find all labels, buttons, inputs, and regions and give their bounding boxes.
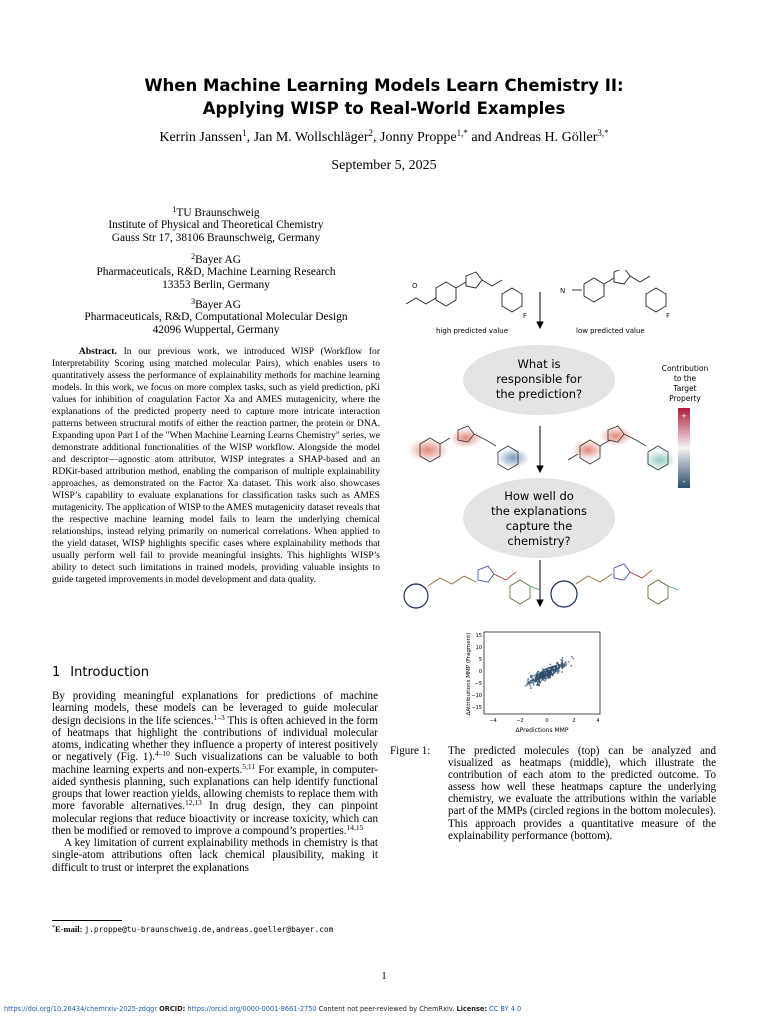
colorbar-title-3: Target [673, 384, 697, 393]
scatter-point [565, 661, 567, 663]
abstract-label: Abstract. [78, 346, 117, 357]
scatter-point [539, 682, 541, 684]
scatter-point [571, 656, 573, 658]
scatter-plot [466, 632, 600, 734]
scatter-ytick: −15 [471, 705, 482, 711]
attribution-molecule-left [404, 566, 540, 608]
label-low-predicted: low predicted value [576, 327, 645, 335]
scatter-xtick: 0 [545, 718, 549, 724]
scatter-point [556, 662, 558, 664]
attribution-molecule-right [551, 564, 678, 607]
heatmap-molecule-left [408, 426, 529, 470]
scatter-point [545, 671, 547, 673]
scatter-point [571, 665, 573, 667]
abstract-text: In our previous work, we introduced WISP (Workflow for Interpretability Scoring using matched molecular Pairs), which enables users to quantitatively assess the performance of explainability methods for machine learning models. In this work, we focus on more complex tasks, such as yield prediction, pKi values for inhibition of coagulation Factor Xa and AMES mutagenicity, where the explanations of the predicted property need to capture more intricate interaction patterns between structural motifs of either the reaction partner, the protein or DNA. Expanding upon Part I of the "When Machine Learning Learns Chemistry" series, we demonstrate additional functionalities of the WISP workflow. Alongside the model and descriptor—agnostic atom attributor, WISP integrates a SHAP-based and an RDKit-based attribution method, enabling the comparison of multiple explainability approaches, as demonstrated on the Factor Xa dataset. This work also showcases WISP’s capability to evaluate explanations for classification tasks such as AMES mutagenicity. The application of WISP to the AMES mutagenicity dataset reveals that the respective machine learning model fails to learn the underlying chemical relationships, instead relying primarily on numerical correlations. When applied to the yield dataset, WISP highlights specific cases where explainability methods that usually perform well fail to provide meaningful insights. This highlights WISP’s ability to detect such limitations in trained models, providing valuable insights to guide targeted improvements in model development and data quality. [52, 346, 380, 586]
scatter-point [568, 661, 570, 663]
scatter-point [537, 671, 539, 673]
scatter-point [550, 664, 552, 666]
heatmap-molecule-right [568, 426, 676, 470]
scatter-point [530, 687, 532, 689]
orcid-link[interactable]: https://orcid.org/0000-0001-8661-2750 [187, 1005, 317, 1013]
scatter-xtick: 2 [572, 718, 576, 724]
scatter-point [533, 680, 535, 682]
atom-label-f: F [523, 312, 528, 320]
scatter-point [539, 677, 541, 679]
scatter-point [546, 674, 548, 676]
scatter-point [548, 677, 550, 679]
scatter-point [535, 680, 537, 682]
scatter-point [547, 669, 549, 671]
scatter-xlabel: ΔPredictions MMP [515, 727, 569, 734]
scatter-ytick: −5 [474, 681, 482, 687]
scatter-point [561, 663, 563, 665]
scatter-point [562, 657, 564, 659]
scatter-point [545, 669, 547, 671]
scatter-ylabel: ΔAttributions MMP (Fragment) [466, 632, 472, 716]
colorbar-title-4: Property [669, 394, 701, 403]
affiliation-2: $^2$Bayer AG Pharmaceuticals, R&D, Machine Learning Research 13353 Berlin, Germany [96, 252, 336, 291]
scatter-point [533, 678, 535, 680]
title-line-2: Applying WISP to Real-World Examples [202, 99, 566, 118]
scatter-point [560, 659, 562, 661]
scatter-ytick: 15 [475, 633, 482, 639]
title-line-1: When Machine Learning Models Learn Chemistry II: [144, 76, 624, 95]
author-list [60, 130, 708, 146]
affiliation-3: $^3$Bayer AG Pharmaceuticals, R&D, Computational Molecular Design 42096 Wuppertal, Germany [84, 297, 348, 336]
scatter-point [565, 663, 567, 665]
scatter-point [529, 685, 531, 687]
label-high-predicted: high predicted value [436, 327, 509, 335]
scatter-point [525, 685, 527, 687]
scatter-point [543, 678, 545, 680]
scatter-point [554, 666, 556, 668]
scatter-points [525, 656, 575, 689]
scatter-point [544, 676, 546, 678]
footnote-rule [52, 920, 122, 921]
colorbar [678, 408, 690, 488]
author: Jonny Proppe$^{1,*}$ and [380, 128, 495, 145]
publication-date: September 5, 2025 [331, 158, 437, 173]
scatter-ytick: 5 [478, 657, 482, 663]
scatter-ytick: −10 [471, 693, 482, 699]
scatter-point [538, 684, 540, 686]
scatter-point [541, 672, 543, 674]
scatter-point [561, 671, 563, 673]
scatter-point [548, 674, 550, 676]
author: Andreas H. Göller$^{3,*}$ [494, 128, 609, 145]
scatter-ytick: 0 [478, 669, 482, 675]
scatter-point [553, 673, 555, 675]
affiliation-1: $^1$TU Braunschweig Institute of Physical and Theoretical Chemistry Gauss Str 17, 38106 Braunschweig, Germany [108, 205, 324, 244]
scatter-xtick: 4 [596, 718, 600, 724]
bubble-2-line-4: chemistry? [507, 534, 571, 548]
atom-label-n: N [560, 287, 566, 295]
scatter-point [540, 674, 542, 676]
caption-label: Figure 1: [390, 745, 431, 757]
colorbar-minus: - [682, 477, 686, 486]
scatter-point [532, 682, 534, 684]
scatter-point [536, 677, 538, 679]
abstract [52, 346, 380, 586]
scatter-point [532, 675, 534, 677]
paragraph: By providing meaningful explanations for predictions of machine learning models, these models can be leveraged to guide molecular design decisions in the life sciences.$^{1-3}$ This is often achieved in the form of heatmaps that highlight the contributions of individual molecular atoms, indicating whether they influence a property of interest positively or negatively (Fig. 1).$^{4-10}$ Such visualizations can be valuable to both machine learning experts and non-experts.$^{5,11}$ For example, in computer-aided synthesis planning, such explanations can help identify functional groups that lower reaction yields, allowing chemists to replace them with more favorable alternatives.$^{12,13}$ In drug design, they can pinpoint molecular regions that reduce bioactivity or increase toxicity, which can then be modified or removed to improve a compound’s properties.$^{14,15}$ [52, 690, 378, 837]
scatter-point [557, 672, 559, 674]
molecule-low [572, 270, 666, 312]
figure-1 [398, 270, 718, 740]
scatter-point [562, 664, 564, 666]
colorbar-title-1: Contribution [661, 364, 709, 373]
scatter-xtick: −4 [489, 718, 497, 724]
scatter-point [545, 673, 547, 675]
bubble-2-line-3: capture the [505, 519, 573, 533]
colorbar-plus: + [681, 412, 687, 420]
scatter-point [538, 680, 540, 682]
scatter-point [528, 681, 530, 683]
scatter-point [553, 669, 555, 671]
molecule-high [406, 272, 522, 312]
email-addresses[interactable]: j.proppe@tu-braunschweig.de,andreas.goeller@bayer.com [84, 925, 334, 934]
figure-1-caption [390, 745, 716, 842]
bubble-2-line-1: How well do [504, 489, 574, 503]
doi-link[interactable]: https://doi.org/10.26434/chemrxiv-2025-zdqgr [4, 1005, 158, 1013]
scatter-ytick: 10 [475, 645, 482, 651]
scatter-point [572, 658, 574, 660]
scatter-point [530, 676, 532, 678]
paragraph: A key limitation of current explainability methods in chemistry is that single-atom attributions often lack chemical plausibility, making it difficult to trust or interpret the explanations [52, 837, 378, 874]
scatter-point [556, 669, 558, 671]
colorbar-title-2: to the [673, 374, 697, 383]
scatter-point [549, 671, 551, 673]
scatter-point [558, 671, 560, 673]
scatter-point [536, 684, 538, 686]
author: Kerrin Janssen$^1$, [159, 128, 254, 145]
scatter-point [530, 680, 532, 682]
scatter-point [542, 675, 544, 677]
scatter-point [547, 676, 549, 678]
scatter-point [534, 675, 536, 677]
bubble-2-line-2: the explanations [490, 504, 588, 518]
figure-1-graphic [398, 270, 718, 740]
bubble-1-line-2: responsible for [496, 372, 582, 386]
scatter-point [540, 676, 542, 678]
author: Jan M. Wollschläger$^2$, [253, 128, 381, 145]
scatter-point [549, 667, 551, 669]
scatter-point [537, 683, 539, 685]
scatter-point [561, 668, 563, 670]
paper-title [60, 74, 708, 120]
bubble-1-line-3: the prediction? [495, 387, 583, 401]
bubble-1-line-1: What is [517, 357, 561, 371]
scatter-point [559, 665, 561, 667]
flow-arrows [537, 292, 543, 606]
scatter-point [533, 684, 535, 686]
scatter-point [527, 678, 529, 680]
scatter-point [537, 674, 539, 676]
scatter-point [549, 674, 551, 676]
scatter-point [526, 682, 528, 684]
scatter-xtick: −2 [516, 718, 524, 724]
footnote: *E-mail: j.proppe@tu-braunschweig.de,andreas.goeller@bayer.com [52, 924, 334, 934]
chemrxiv-bottom-bar: https://doi.org/10.26434/chemrxiv-2025-zdqgr ORCID: https://orcid.org/0000-0001-8661-2750 Content not peer-reviewed by ChemRxiv. License: CC BY 4.0 [4, 1005, 522, 1013]
scatter-point [541, 679, 543, 681]
license-link[interactable]: CC BY 4.0 [489, 1005, 522, 1013]
atom-label-f2: F [666, 312, 671, 320]
section-heading: 1 Introduction [52, 665, 150, 680]
page-number: 1 [381, 970, 387, 982]
scatter-point [544, 680, 546, 682]
scatter-point [556, 666, 558, 668]
introduction-body [52, 690, 378, 874]
atom-label: O [412, 282, 418, 290]
scatter-point [537, 681, 539, 683]
scatter-point [543, 669, 545, 671]
caption-text: The predicted molecules (top) can be analyzed and visualized as heatmaps (middle), which illustrate the contribution of each atom to the predicted outcome. To assess how well these heatmaps capture the underlying chemistry, we evaluate the attributions within the variable part of the MMPs (circled regions in the bottom molecules). This approach provides a quantitative measure of the explainability performance (bottom). [448, 745, 716, 842]
